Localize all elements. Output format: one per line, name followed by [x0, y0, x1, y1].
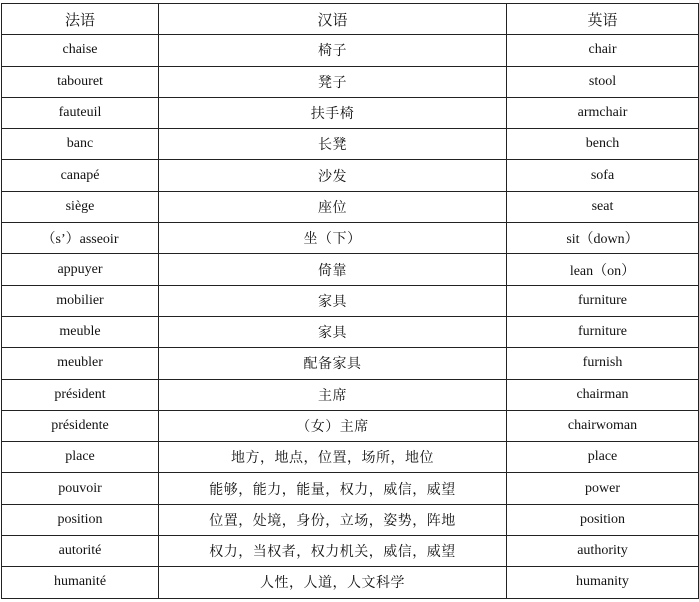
cell-english: power: [507, 473, 699, 504]
cell-french: canapé: [2, 160, 159, 191]
table-row: [2, 442, 699, 473]
cell-chinese: 人性，人道，人文科学: [159, 567, 507, 598]
cell-chinese: 座位: [159, 191, 507, 222]
cell-chinese: 沙发: [159, 160, 507, 191]
table-row: [2, 191, 699, 222]
cell-english: place: [507, 442, 699, 473]
table-body: [2, 35, 699, 598]
table-row: [2, 567, 699, 598]
cell-english: seat: [507, 191, 699, 222]
table-row: [2, 97, 699, 128]
cell-chinese: 家具: [159, 285, 507, 316]
cell-french: siège: [2, 191, 159, 222]
table-row: [2, 410, 699, 441]
cell-chinese: 扶手椅: [159, 97, 507, 128]
cell-english: humanity: [507, 567, 699, 598]
cell-english: position: [507, 504, 699, 535]
cell-chinese: 配备家具: [159, 348, 507, 379]
cell-chinese: 权力，当权者，权力机关，威信，威望: [159, 536, 507, 567]
cell-french: pouvoir: [2, 473, 159, 504]
table-row: [2, 379, 699, 410]
table-row: [2, 316, 699, 347]
cell-french: banc: [2, 129, 159, 160]
cell-english: chairman: [507, 379, 699, 410]
table-row: [2, 536, 699, 567]
cell-english: authority: [507, 536, 699, 567]
cell-french: （s’）asseoir: [2, 223, 159, 254]
cell-chinese: 主席: [159, 379, 507, 410]
cell-english: chairwoman: [507, 410, 699, 441]
table-row: [2, 285, 699, 316]
cell-french: présidente: [2, 410, 159, 441]
cell-english: armchair: [507, 97, 699, 128]
cell-chinese: 地方，地点，位置，场所，地位: [159, 442, 507, 473]
table-row: [2, 129, 699, 160]
vocabulary-table: [1, 3, 699, 599]
table-row: [2, 35, 699, 66]
table-row: [2, 348, 699, 379]
cell-english: furniture: [507, 316, 699, 347]
cell-chinese: 位置，处境，身份，立场，姿势，阵地: [159, 504, 507, 535]
table-row: [2, 504, 699, 535]
header-chinese: 汉语: [159, 4, 507, 35]
cell-french: mobilier: [2, 285, 159, 316]
cell-french: fauteuil: [2, 97, 159, 128]
cell-chinese: 椅子: [159, 35, 507, 66]
cell-english: sofa: [507, 160, 699, 191]
cell-chinese: 倚靠: [159, 254, 507, 285]
cell-chinese: 长凳: [159, 129, 507, 160]
cell-chinese: （女）主席: [159, 410, 507, 441]
cell-chinese: 家具: [159, 316, 507, 347]
header-english: 英语: [507, 4, 699, 35]
cell-english: sit（down）: [507, 223, 699, 254]
table-row: [2, 160, 699, 191]
table-row: [2, 66, 699, 97]
cell-french: chaise: [2, 35, 159, 66]
cell-french: position: [2, 504, 159, 535]
table-row: [2, 473, 699, 504]
cell-french: appuyer: [2, 254, 159, 285]
table-row: [2, 254, 699, 285]
cell-english: lean（on）: [507, 254, 699, 285]
cell-english: furnish: [507, 348, 699, 379]
cell-french: place: [2, 442, 159, 473]
cell-english: chair: [507, 35, 699, 66]
cell-french: tabouret: [2, 66, 159, 97]
table-header-row: [2, 4, 699, 35]
cell-french: meubler: [2, 348, 159, 379]
cell-french: autorité: [2, 536, 159, 567]
cell-english: furniture: [507, 285, 699, 316]
cell-chinese: 凳子: [159, 66, 507, 97]
cell-french: meuble: [2, 316, 159, 347]
table-row: [2, 223, 699, 254]
cell-french: président: [2, 379, 159, 410]
header-french: 法语: [2, 4, 159, 35]
cell-chinese: 能够，能力，能量，权力，威信，威望: [159, 473, 507, 504]
cell-french: humanité: [2, 567, 159, 598]
cell-english: bench: [507, 129, 699, 160]
cell-english: stool: [507, 66, 699, 97]
cell-chinese: 坐（下）: [159, 223, 507, 254]
